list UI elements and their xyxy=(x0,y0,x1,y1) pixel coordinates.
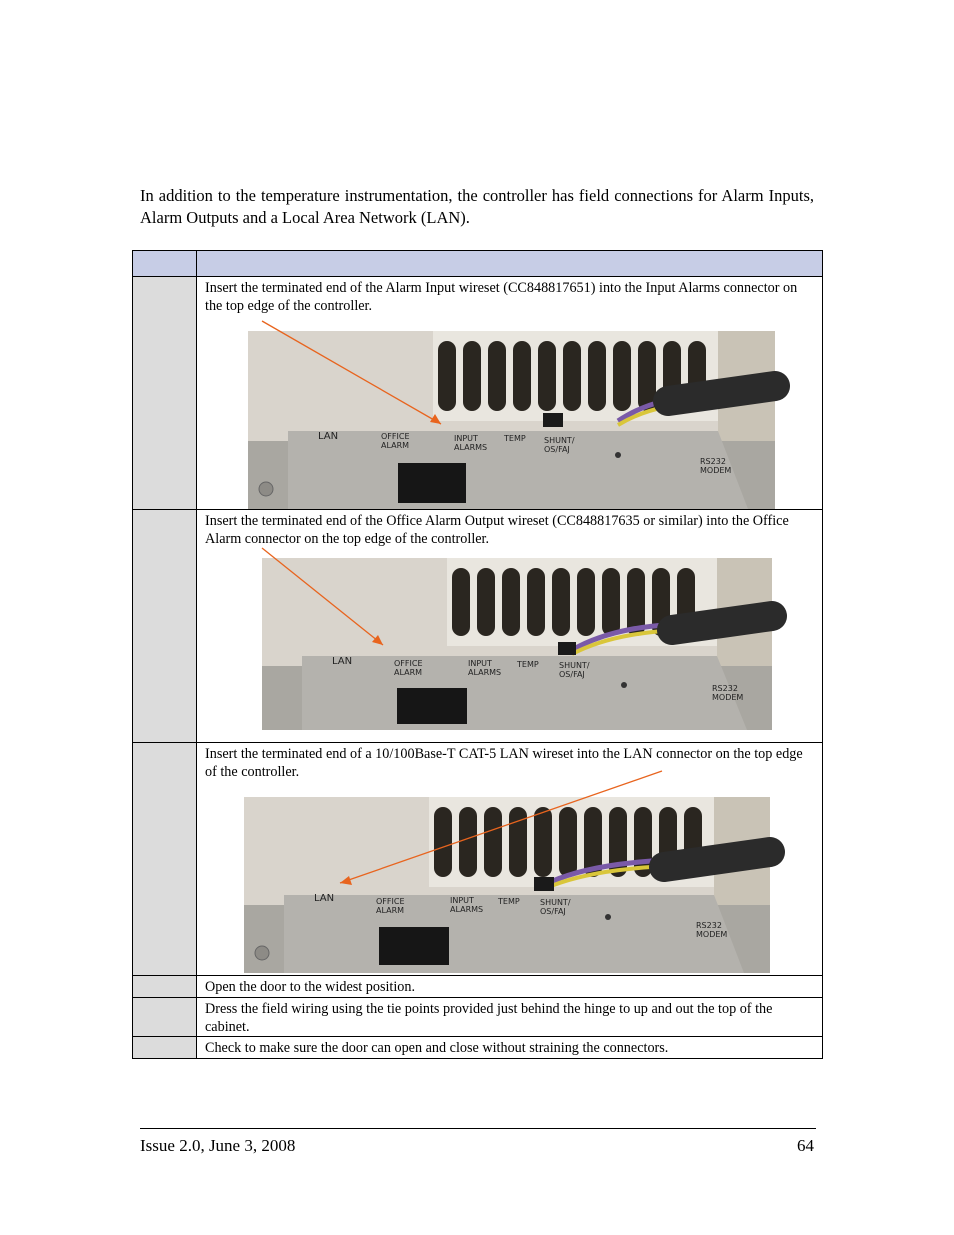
panel-label: ALARM xyxy=(381,441,410,450)
panel-label: LAN xyxy=(332,656,353,667)
panel-label: LAN xyxy=(314,893,335,904)
step-row-lan xyxy=(133,743,823,976)
step-description-cell xyxy=(197,277,823,510)
step-number-cell xyxy=(133,743,197,976)
panel-label: ALARM xyxy=(394,668,423,677)
step-row-dress-wiring xyxy=(133,998,823,1037)
panel-label: MODEM xyxy=(712,693,744,702)
footer-issue: Issue 2.0, June 3, 2008 xyxy=(140,1136,296,1155)
controller-photo xyxy=(248,331,775,509)
panel-label: ALARMS xyxy=(454,443,488,452)
table-header-row xyxy=(133,251,823,277)
page-number: 64 xyxy=(797,1136,814,1155)
panel-label: MODEM xyxy=(700,466,732,475)
controller-photo-lan xyxy=(244,797,814,973)
step-text: Insert the terminated end of the Office Alarm Output wireset (CC848817635 or similar) into the Office Alarm connector on the top edge of the controller. xyxy=(205,513,789,547)
panel-label: OS/FAJ xyxy=(540,907,566,916)
controller-photo-office-alarm xyxy=(262,558,814,730)
step-row-alarm-input xyxy=(133,277,823,510)
panel-label: RS232 xyxy=(700,457,726,466)
panel-label: ALARM xyxy=(376,906,405,915)
step-text: Check to make sure the door can open and close without straining the connectors. xyxy=(197,1037,823,1059)
controller-photo xyxy=(244,797,770,973)
panel-label: RS232 xyxy=(712,684,738,693)
step-text: Insert the terminated end of a 10/100Base-T CAT-5 LAN wireset into the LAN connector on the top edge of the controller. xyxy=(205,746,803,780)
step-row-check-door xyxy=(133,1037,823,1059)
panel-label: RS232 xyxy=(696,921,722,930)
controller-photo xyxy=(262,558,772,730)
panel-label: INPUT xyxy=(450,896,474,905)
step-text: Insert the terminated end of the Alarm Input wireset (CC848817651) into the Input Alarms connector on the top edge of the controller. xyxy=(205,280,798,314)
panel-label: SHUNT/ xyxy=(540,898,571,907)
panel-label: ALARMS xyxy=(468,668,502,677)
panel-label: SHUNT/ xyxy=(544,436,575,445)
step-row-open-door xyxy=(133,976,823,998)
step-number-cell xyxy=(133,976,197,998)
step-row-office-alarm xyxy=(133,510,823,743)
panel-label: LAN xyxy=(318,431,339,442)
step-number-cell xyxy=(133,1037,197,1059)
panel-label: OFFICE xyxy=(376,897,405,906)
panel-label: OS/FAJ xyxy=(559,670,585,679)
step-text: Dress the field wiring using the tie points provided just behind the hinge to up and out the top of the cabinet. xyxy=(197,998,823,1037)
controller-photo-input-alarms xyxy=(248,331,814,509)
panel-label: TEMP xyxy=(498,897,520,906)
panel-label: OS/FAJ xyxy=(544,445,570,454)
panel-label: TEMP xyxy=(517,660,539,669)
procedure-table xyxy=(132,250,823,1059)
header-step-cell xyxy=(133,251,197,277)
step-description-cell xyxy=(197,743,823,976)
step-text: Open the door to the widest position. xyxy=(197,976,823,998)
panel-label: INPUT xyxy=(468,659,492,668)
panel-label: OFFICE xyxy=(381,432,410,441)
panel-label: ALARMS xyxy=(450,905,484,914)
step-description-cell xyxy=(197,510,823,743)
step-number-cell xyxy=(133,277,197,510)
intro-paragraph: In addition to the temperature instrumentation, the controller has field connections for Alarm Inputs, Alarm Outputs and a Local Area Network (LAN). xyxy=(140,186,814,227)
step-number-cell xyxy=(133,998,197,1037)
footer-divider xyxy=(140,1128,816,1129)
panel-label: INPUT xyxy=(454,434,478,443)
panel-label: TEMP xyxy=(504,434,526,443)
panel-label: MODEM xyxy=(696,930,728,939)
panel-label: SHUNT/ xyxy=(559,661,590,670)
step-number-cell xyxy=(133,510,197,743)
panel-label: OFFICE xyxy=(394,659,423,668)
header-action-cell xyxy=(197,251,823,277)
